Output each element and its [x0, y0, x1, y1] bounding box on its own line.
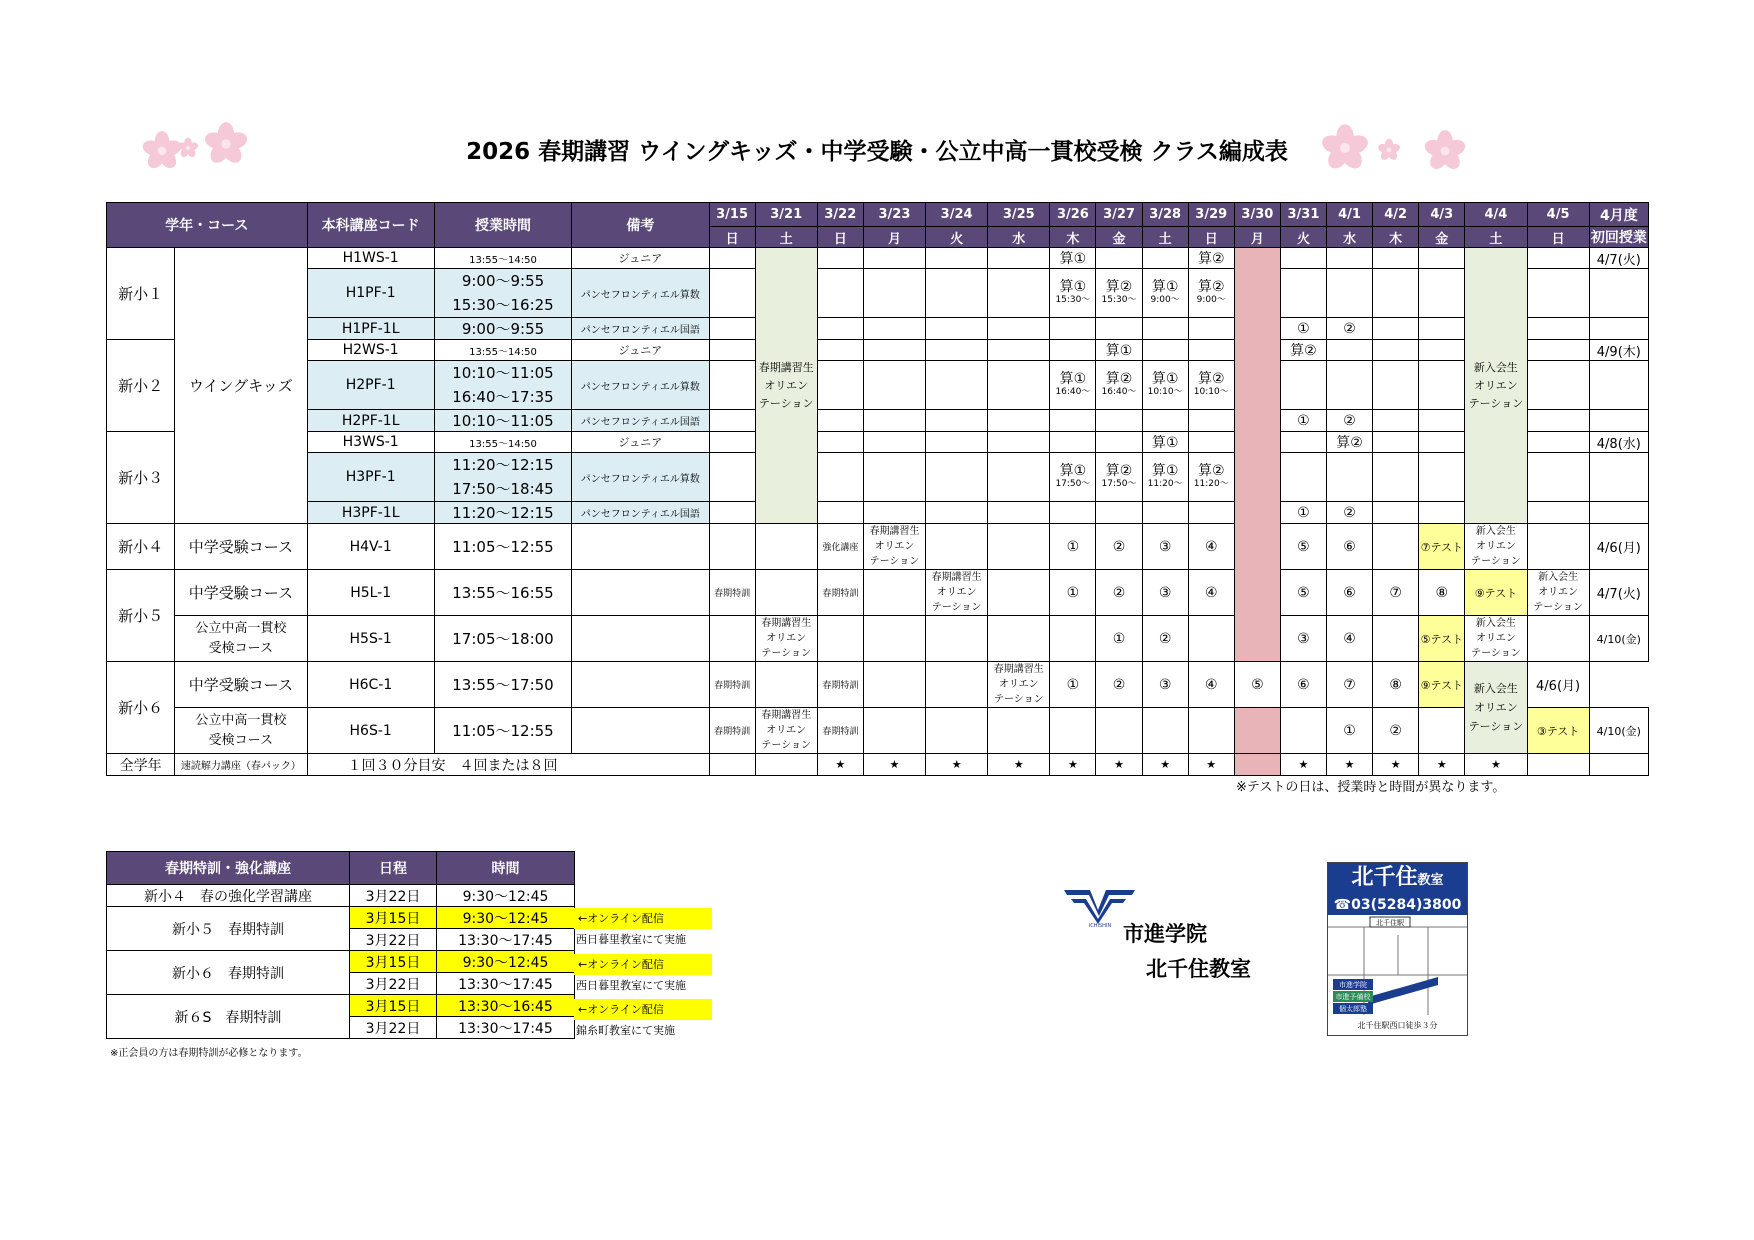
star-mark: ★: [817, 754, 863, 776]
schedule-cell: 強化講座: [817, 524, 863, 570]
grade-label: 新小３: [107, 432, 175, 524]
class-code: H4V-1: [307, 524, 434, 570]
svg-text:市進予備校: 市進予備校: [1335, 993, 1371, 1001]
special-course-date: 3月22日: [350, 885, 437, 907]
date-header: 3/28: [1142, 203, 1188, 227]
schedule-cell: ⑤: [1280, 570, 1326, 616]
class-time: 9:00～9:55 15:30～16:25: [434, 269, 571, 318]
weekday-header: 日: [1527, 227, 1589, 248]
weekday-header: 土: [755, 227, 817, 248]
page-title: 2026 春期講習 ウイングキッズ・中学受験・公立中高一貫校受検 クラス編成表: [466, 139, 1288, 165]
schedule-cell: ③: [1142, 524, 1188, 570]
schedule-cell: 算②: [1188, 248, 1234, 269]
special-course-time: 9:30～12:45: [437, 951, 575, 973]
schedule-cell: ②: [1142, 616, 1188, 662]
star-mark: ★: [1280, 754, 1326, 776]
special-course-time: 13:30～17:45: [437, 1017, 575, 1039]
class-note: パンセフロンティエル算数: [572, 361, 709, 410]
date-header: 3/24: [926, 203, 988, 227]
first-class-date: 4/6(月): [1527, 662, 1589, 708]
date-header: 4/3: [1419, 203, 1465, 227]
special-course-date: 3月22日: [350, 1017, 437, 1039]
test-cell: ⑨テスト: [1465, 570, 1527, 616]
venue-note: 西日暮里教室にて実施: [576, 979, 686, 992]
star-mark: ★: [1142, 754, 1188, 776]
grade-label: 全学年: [107, 754, 175, 776]
class-code: H2PF-1: [307, 361, 434, 410]
class-note: パンセフロンティエル国語: [572, 502, 709, 524]
class-time: 11:20～12:15: [434, 502, 571, 524]
special-course-name: 新小５ 春期特訓: [107, 907, 350, 951]
weekday-header: 水: [1327, 227, 1373, 248]
date-header: 3/22: [817, 203, 863, 227]
schedule-cell: ②: [1373, 708, 1419, 754]
class-time: 13:55～14:50: [434, 248, 571, 269]
class-code: H1PF-1: [307, 269, 434, 318]
schedule-cell: 春期特訓: [709, 662, 755, 708]
special-course-date: 3月22日: [350, 929, 437, 951]
schedule-cell: 春期特訓: [817, 570, 863, 616]
orientation-cell: 春期講習生 オリエン テーション: [863, 524, 925, 570]
weekday-header: 月: [1234, 227, 1280, 248]
schedule-cell: 算①: [1050, 248, 1096, 269]
schedule-cell: ⑧: [1373, 662, 1419, 708]
orientation-cell: 新入会生 オリエン テーション: [1465, 662, 1527, 754]
schedule-cell: ⑤: [1234, 662, 1280, 708]
schedule-cell: ③: [1280, 616, 1326, 662]
svg-text:市進学院: 市進学院: [1339, 981, 1367, 989]
course-label: 中学受験コース: [175, 662, 307, 708]
location-map: [1327, 862, 1468, 1036]
schedule-cell: 算②: [1327, 432, 1373, 453]
svg-text:北千住駅: 北千住駅: [1376, 919, 1404, 927]
orientation-cell: 新入会生 オリエン テーション: [1465, 616, 1527, 662]
course-label: 中学受験コース: [175, 570, 307, 616]
grade-label: 新小５: [107, 570, 175, 662]
svg-text:個太郎塾: 個太郎塾: [1339, 1005, 1367, 1013]
schedule-cell: ②: [1327, 318, 1373, 340]
date-header: 4/2: [1373, 203, 1419, 227]
weekday-header: 日: [1188, 227, 1234, 248]
header-time: 授業時間: [434, 203, 571, 248]
test-day-note: ※テストの日は、授業時と時間が異なります。: [1236, 780, 1506, 795]
class-time: 13:55～17:50: [434, 662, 571, 708]
schedule-cell: ①: [1280, 318, 1326, 340]
class-code: H3PF-1L: [307, 502, 434, 524]
course-label: 速読解力講座（春パック）: [175, 754, 307, 776]
schedule-cell: 算② 16:40～: [1096, 361, 1142, 410]
class-code: H5S-1: [307, 616, 434, 662]
schedule-cell: ③: [1142, 570, 1188, 616]
schedule-cell: ④: [1188, 662, 1234, 708]
grade-label: 新小４: [107, 524, 175, 570]
first-class-date: 4/7(火): [1589, 570, 1648, 616]
class-time: 11:20～12:15 17:50～18:45: [434, 453, 571, 502]
date-header: 3/25: [988, 203, 1050, 227]
class-code: H6S-1: [307, 708, 434, 754]
star-mark: ★: [1465, 754, 1527, 776]
date-header: 3/29: [1188, 203, 1234, 227]
date-header: 3/31: [1280, 203, 1326, 227]
schedule-cell: 算② 15:30～: [1096, 269, 1142, 318]
date-header: 3/26: [1050, 203, 1096, 227]
weekday-header: 火: [1280, 227, 1326, 248]
schedule-cell: ②: [1327, 410, 1373, 432]
special-course-time: 13:30～16:45: [437, 995, 575, 1017]
class-note: パンセフロンティエル算数: [572, 453, 709, 502]
class-code: H5L-1: [307, 570, 434, 616]
course-label: 公立中高一貫校 受検コース: [175, 616, 307, 662]
class-note: パンセフロンティエル国語: [572, 318, 709, 340]
star-mark: ★: [988, 754, 1050, 776]
schedule-cell: 算① 17:50～: [1050, 453, 1096, 502]
special-course-time: 13:30～17:45: [437, 973, 575, 995]
schedule-cell: ⑧: [1419, 570, 1465, 616]
class-time: 11:05～12:55: [434, 708, 571, 754]
class-time: 11:05～12:55: [434, 524, 571, 570]
schedule-cell: ④: [1188, 524, 1234, 570]
orientation-cell: 春期講習生 オリエン テーション: [755, 248, 817, 524]
header-remarks: 備考: [572, 203, 709, 248]
schedule-cell: ①: [1096, 616, 1142, 662]
schedule-cell: ⑥: [1327, 570, 1373, 616]
special-course-date: 3月15日: [350, 907, 437, 929]
test-cell: ⑤テスト: [1419, 616, 1465, 662]
class-time: 9:00～9:55: [434, 318, 571, 340]
schedule-cell: ①: [1050, 662, 1096, 708]
schedule-cell: ⑥: [1327, 524, 1373, 570]
first-class-date: 4/6(月): [1589, 524, 1648, 570]
map-title-suffix: 教室: [1417, 873, 1444, 888]
class-time: 13:55～16:55: [434, 570, 571, 616]
date-header: 3/30: [1234, 203, 1280, 227]
class-note: パンセフロンティエル算数: [572, 269, 709, 318]
weekday-header: 水: [988, 227, 1050, 248]
map-title: 北千住: [1351, 865, 1418, 890]
class-note: ジュニア: [572, 432, 709, 453]
holiday-column: [1234, 248, 1280, 662]
date-header: 4/4: [1465, 203, 1527, 227]
grade-label: 新小６: [107, 662, 175, 754]
schedule-cell: 春期特訓: [817, 708, 863, 754]
first-class-date: 4/9(木): [1589, 340, 1648, 361]
header-time: 時間: [437, 852, 575, 885]
class-code: H1WS-1: [307, 248, 434, 269]
date-header: 3/23: [863, 203, 925, 227]
test-cell: ③テスト: [1527, 708, 1589, 754]
weekday-header: 月: [863, 227, 925, 248]
class-time: 17:05～18:00: [434, 616, 571, 662]
first-class-date: 4/10(金): [1589, 708, 1648, 754]
schedule-cell: ①: [1280, 502, 1326, 524]
weekday-header: 日: [817, 227, 863, 248]
star-mark: ★: [1327, 754, 1373, 776]
street-map-icon: [1328, 915, 1467, 1015]
special-course-name: 新小６ 春期特訓: [107, 951, 350, 995]
online-note: ←オンライン配信: [574, 954, 712, 975]
schedule-cell: 算① 16:40～: [1050, 361, 1096, 410]
schedule-cell: 算① 10:10～: [1142, 361, 1188, 410]
schedule-cell: 春期特訓: [817, 662, 863, 708]
weekday-header: 木: [1050, 227, 1096, 248]
class-time: 10:10～11:05 16:40～17:35: [434, 361, 571, 410]
date-header: 3/27: [1096, 203, 1142, 227]
course-info: １回３０分目安 ４回または８回: [307, 754, 709, 776]
weekday-header: 日: [709, 227, 755, 248]
schedule-cell: 算① 9:00～: [1142, 269, 1188, 318]
online-note: ←オンライン配信: [574, 999, 712, 1020]
schedule-cell: 算② 10:10～: [1188, 361, 1234, 410]
orientation-cell: 春期講習生 オリエン テーション: [926, 570, 988, 616]
orientation-cell: 新入会生 オリエン テーション: [1527, 570, 1589, 616]
schedule-cell: ⑤: [1280, 524, 1326, 570]
class-code: H3WS-1: [307, 432, 434, 453]
schedule-cell: 算① 15:30～: [1050, 269, 1096, 318]
date-header: 3/15: [709, 203, 755, 227]
class-time: 10:10～11:05: [434, 410, 571, 432]
weekday-header: 土: [1142, 227, 1188, 248]
special-course-time: 13:30～17:45: [437, 929, 575, 951]
brand-name: 市進学院: [1123, 922, 1207, 946]
schedule-cell: 春期特訓: [709, 708, 755, 754]
online-note: ←オンライン配信: [574, 908, 712, 929]
date-header: 4/1: [1327, 203, 1373, 227]
schedule-cell: 算② 17:50～: [1096, 453, 1142, 502]
special-course-name: 新小４ 春の強化学習講座: [107, 885, 350, 907]
school-name: 北千住教室: [1146, 957, 1251, 981]
course-label: 中学受験コース: [175, 524, 307, 570]
schedule-cell: 春期特訓: [709, 570, 755, 616]
class-note: ジュニア: [572, 340, 709, 361]
venue-note: 西日暮里教室にて実施: [576, 933, 686, 946]
first-class-date: 4/8(水): [1589, 432, 1648, 453]
schedule-cell: 算② 11:20～: [1188, 453, 1234, 502]
schedule-cell: ④: [1327, 616, 1373, 662]
class-code: H1PF-1L: [307, 318, 434, 340]
schedule-cell: 算② 9:00～: [1188, 269, 1234, 318]
schedule-cell: ②: [1327, 502, 1373, 524]
weekday-header: 土: [1465, 227, 1527, 248]
class-note: ジュニア: [572, 248, 709, 269]
weekday-header: 木: [1373, 227, 1419, 248]
schedule-cell: ⑦: [1373, 570, 1419, 616]
special-course-time: 9:30～12:45: [437, 885, 575, 907]
course-label: 公立中高一貫校 受検コース: [175, 708, 307, 754]
schedule-cell: 算① 11:20～: [1142, 453, 1188, 502]
special-course-table: [106, 851, 575, 1039]
weekday-header: 金: [1419, 227, 1465, 248]
grade-label: 新小１: [107, 248, 175, 340]
star-mark: ★: [1096, 754, 1142, 776]
class-code: H2WS-1: [307, 340, 434, 361]
star-mark: ★: [1050, 754, 1096, 776]
schedule-cell: ③: [1142, 662, 1188, 708]
special-course-name: 新６S 春期特訓: [107, 995, 350, 1039]
weekday-header: 金: [1096, 227, 1142, 248]
star-mark: ★: [1419, 754, 1465, 776]
first-class-date: 4/10(金): [1589, 616, 1648, 662]
class-code: H2PF-1L: [307, 410, 434, 432]
star-mark: ★: [863, 754, 925, 776]
class-schedule-table: [106, 202, 1649, 776]
schedule-cell: ⑥: [1280, 662, 1326, 708]
grade-label: 新小２: [107, 340, 175, 432]
header-date: 日程: [350, 852, 437, 885]
class-code: H3PF-1: [307, 453, 434, 502]
special-course-time: 9:30～12:45: [437, 907, 575, 929]
schedule-cell: ②: [1096, 662, 1142, 708]
orientation-cell: 春期講習生 オリエン テーション: [988, 662, 1050, 708]
map-access: 北千住駅西口徒歩３分: [1357, 1021, 1438, 1030]
schedule-cell: ②: [1096, 524, 1142, 570]
weekday-header: 火: [926, 227, 988, 248]
class-note: パンセフロンティエル国語: [572, 410, 709, 432]
star-mark: ★: [1373, 754, 1419, 776]
schedule-cell: ⑦: [1327, 662, 1373, 708]
first-class-date: 4/7(火): [1589, 248, 1648, 269]
schedule-cell: ①: [1050, 524, 1096, 570]
special-course-date: 3月15日: [350, 951, 437, 973]
header-first-class-2: 初回授業: [1589, 227, 1648, 248]
header-first-class-1: 4月度: [1589, 203, 1648, 227]
schedule-cell: ②: [1096, 570, 1142, 616]
header-special-course: 春期特訓・強化講座: [107, 852, 350, 885]
schedule-cell: 算①: [1142, 432, 1188, 453]
course-label: ウイングキッズ: [175, 248, 307, 524]
orientation-cell: 春期講習生 オリエン テーション: [755, 708, 817, 754]
class-time: 13:55～14:50: [434, 432, 571, 453]
svg-text:ICHISHIN: ICHISHIN: [1088, 923, 1112, 928]
map-phone: ☎03(5284)3800: [1333, 897, 1462, 913]
orientation-cell: 春期講習生 オリエン テーション: [755, 616, 817, 662]
date-header: 4/5: [1527, 203, 1589, 227]
holiday-column: [1234, 708, 1280, 754]
orientation-cell: 新入会生 オリエン テーション: [1465, 248, 1527, 524]
schedule-cell: 算①: [1096, 340, 1142, 361]
venue-note: 錦糸町教室にて実施: [576, 1024, 675, 1037]
test-cell: ⑨テスト: [1419, 662, 1465, 708]
special-course-date: 3月15日: [350, 995, 437, 1017]
schedule-cell: ④: [1188, 570, 1234, 616]
schedule-cell: 算②: [1280, 340, 1326, 361]
class-code: H6C-1: [307, 662, 434, 708]
schedule-cell: ①: [1327, 708, 1373, 754]
header-grade-course: 学年・コース: [107, 203, 308, 248]
special-course-date: 3月22日: [350, 973, 437, 995]
holiday-column: [1234, 754, 1280, 776]
star-mark: ★: [1188, 754, 1234, 776]
footnote: ※正会員の方は春期特訓が必修となります。: [110, 1048, 308, 1059]
date-header: 3/21: [755, 203, 817, 227]
star-mark: ★: [926, 754, 988, 776]
class-time: 13:55～14:50: [434, 340, 571, 361]
test-cell: ⑦テスト: [1419, 524, 1465, 570]
schedule-cell: ①: [1280, 410, 1326, 432]
header-code: 本科講座コード: [307, 203, 434, 248]
orientation-cell: 新入会生 オリエン テーション: [1465, 524, 1527, 570]
schedule-cell: ①: [1050, 570, 1096, 616]
